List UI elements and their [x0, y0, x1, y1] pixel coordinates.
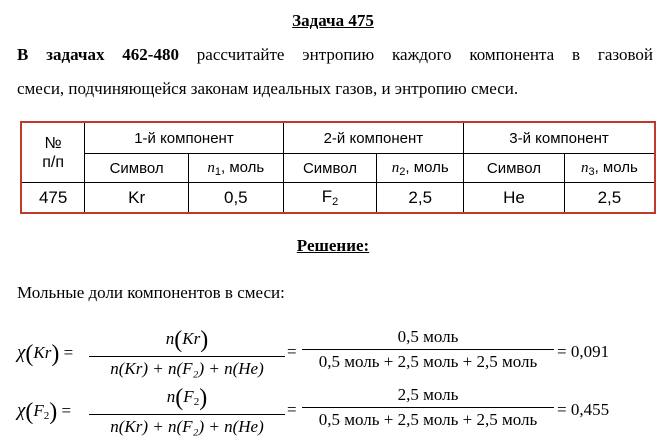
mole-fraction-intro: Мольные доли компонентов в смеси:	[17, 283, 285, 302]
component-1-header: 1-й компонент	[85, 122, 283, 154]
task-title: Задача 475	[292, 11, 374, 30]
fraction-symbolic: $\frac{n(F_2)}{\text{n(Kr) + n(F₂) + n(He)}}$	[89, 385, 285, 437]
fraction-symbolic: $\frac{n(Kr)}{\text{n(Kr) + n(F₂) + n(He)}}$	[89, 327, 285, 379]
symbol-header-1: Символ	[85, 154, 189, 183]
fraction-numeric: 2,5 моль 0,5 моль + 2,5 моль + 2,5 моль	[302, 385, 554, 430]
solution-title: Решение:	[296, 236, 370, 255]
result-value: = 0,455	[557, 400, 610, 419]
row-number: 475	[21, 183, 85, 214]
task-statement-line2: смеси, подчиняющейся законам идеальных газов, и энтропию смеси.	[17, 79, 519, 98]
symbol-1: Kr	[85, 183, 189, 214]
component-3-header: 3-й компонент	[464, 122, 655, 154]
components-table	[20, 121, 656, 214]
symbol-header-2: Символ	[283, 154, 377, 183]
amount-1: 0,5	[188, 183, 283, 214]
symbol-header-3: Символ	[464, 154, 565, 183]
equation-lhs: $\chi(F_2)$ =	[17, 399, 72, 425]
component-2-header: 2-й компонент	[283, 122, 463, 154]
equation-lhs: χ(Kr) =	[17, 341, 74, 367]
symbol-2: $F_2$	[283, 183, 377, 214]
result-value: = 0,091	[557, 342, 610, 361]
symbol-3: He	[464, 183, 565, 214]
amount-header-1: $n_1$, моль	[188, 154, 283, 183]
col-number-header: № п/п	[21, 122, 85, 183]
amount-3: 2,5	[564, 183, 655, 214]
task-statement-text: рассчитайте энтропию каждого компонента в газовой	[178, 45, 653, 64]
task-statement-line1	[17, 38, 653, 72]
amount-header-3: $n_3$, моль	[564, 154, 655, 183]
amount-2: 2,5	[377, 183, 464, 214]
task-range: В задачах 462-480	[17, 45, 179, 64]
amount-header-2: $n_2$, моль	[377, 154, 464, 183]
fraction-numeric: 0,5 моль 0,5 моль + 2,5 моль + 2,5 моль	[302, 327, 554, 372]
